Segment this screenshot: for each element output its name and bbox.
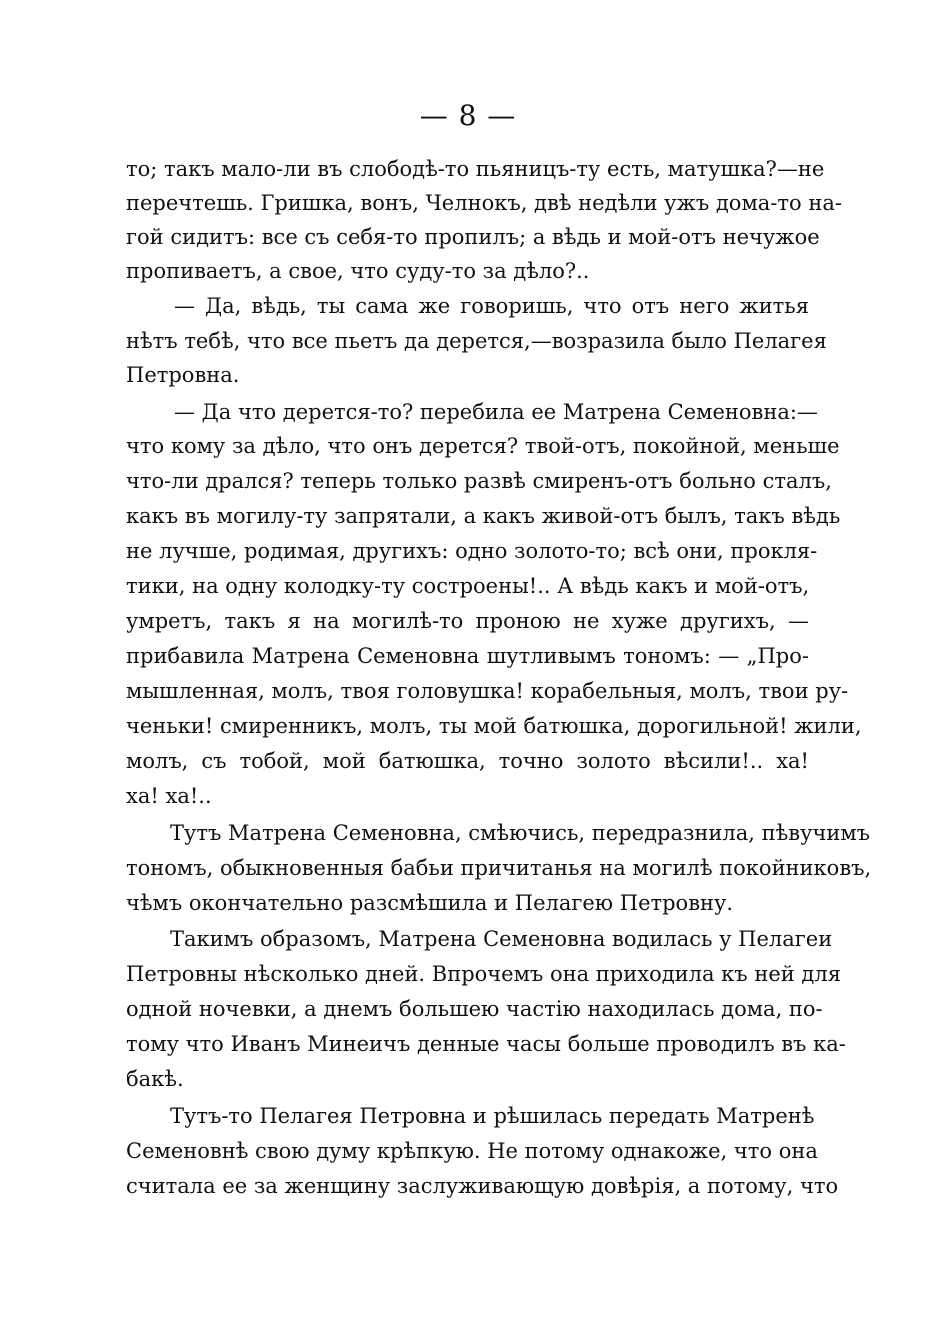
text-line: что-ли дрался? теперь только развѣ смиренъ-отъ больно сталъ, (126, 469, 832, 493)
text-line: умретъ, такъ я на могилѣ-то проною не хуже другихъ, — (126, 609, 809, 633)
text-line: нѣтъ тебѣ, что все пьетъ да дерется,—возразила было Пелагея (126, 329, 827, 353)
text-line: перечтешь. Гришка, вонъ, Челнокъ, двѣ недѣли ужъ дома-то на- (126, 191, 842, 215)
text-line: Петровны нѣсколько дней. Впрочемъ она приходила къ ней для (126, 962, 841, 986)
page-number: — 8 — (419, 99, 517, 132)
text-line: молъ, съ тобой, мой батюшка, точно золото вѣсили!.. ха! (126, 749, 809, 773)
text-line: считала ее за женщину заслуживающую довѣрія, а потому, что (126, 1174, 839, 1198)
text-line: бакѣ. (126, 1067, 184, 1091)
text-line: — Да, вѣдь, ты сама же говоришь, что отъ него житья (174, 294, 809, 318)
text-line: какъ въ могилу-ту запрятали, а какъ живой-отъ былъ, такъ вѣдь (126, 504, 841, 528)
text-line: мышленная, молъ, твоя головушка! корабельныя, молъ, твои ру- (126, 679, 849, 703)
text-line: Петровна. (126, 363, 240, 387)
text-line: пропиваетъ, а свое, что суду-то за дѣло?.. (126, 259, 590, 283)
text-line: ченьки! смиренникъ, молъ, ты мой батюшка, дорогильной! жили, (126, 714, 862, 738)
text-line: что кому за дѣло, что онъ дерется? твой-отъ, покойной, меньше (126, 434, 840, 458)
text-line: прибавила Матрена Семеновна шутливымъ тономъ: — „Про- (126, 644, 809, 668)
text-line: Тутъ Матрена Семеновна, смѣючись, передразнила, пѣвучимъ (170, 821, 871, 845)
text-line: Такимъ образомъ, Матрена Семеновна водилась у Пелагеи (170, 927, 833, 951)
text-line: гой сидитъ: все съ себя-то пропилъ; а вѣдь и мой-отъ нечужое (126, 225, 820, 249)
text-line: Семеновнѣ свою думу крѣпкую. Не потому однакоже, что она (126, 1139, 818, 1163)
text-line: Тутъ-то Пелагея Петровна и рѣшилась передать Матренѣ (170, 1104, 815, 1128)
text-line: ха! ха!.. (126, 784, 212, 808)
text-line: то; такъ мало-ли въ слободѣ-то пьяницъ-ту есть, матушка?—не (126, 157, 825, 181)
text-line: не лучше, родимая, другихъ: одно золото-то; всѣ они, прокля- (126, 539, 818, 563)
text-line: одной ночевки, а днемъ большею частію находилась дома, по- (126, 997, 823, 1021)
text-line: тономъ, обыкновенныя бабьи причитанья на могилѣ покойниковъ, (126, 856, 872, 880)
text-line: тики, на одну колодку-ту состроены!.. А вѣдь какъ и мой-отъ, (126, 574, 810, 598)
text-line: тому что Иванъ Минеичъ денные часы больше проводилъ въ ка- (126, 1032, 846, 1056)
text-line: чѣмъ окончательно разсмѣшила и Пелагею Петровну. (126, 891, 734, 915)
text-line: — Да что дерется-то? перебила ее Матрена Семеновна:— (174, 400, 818, 424)
